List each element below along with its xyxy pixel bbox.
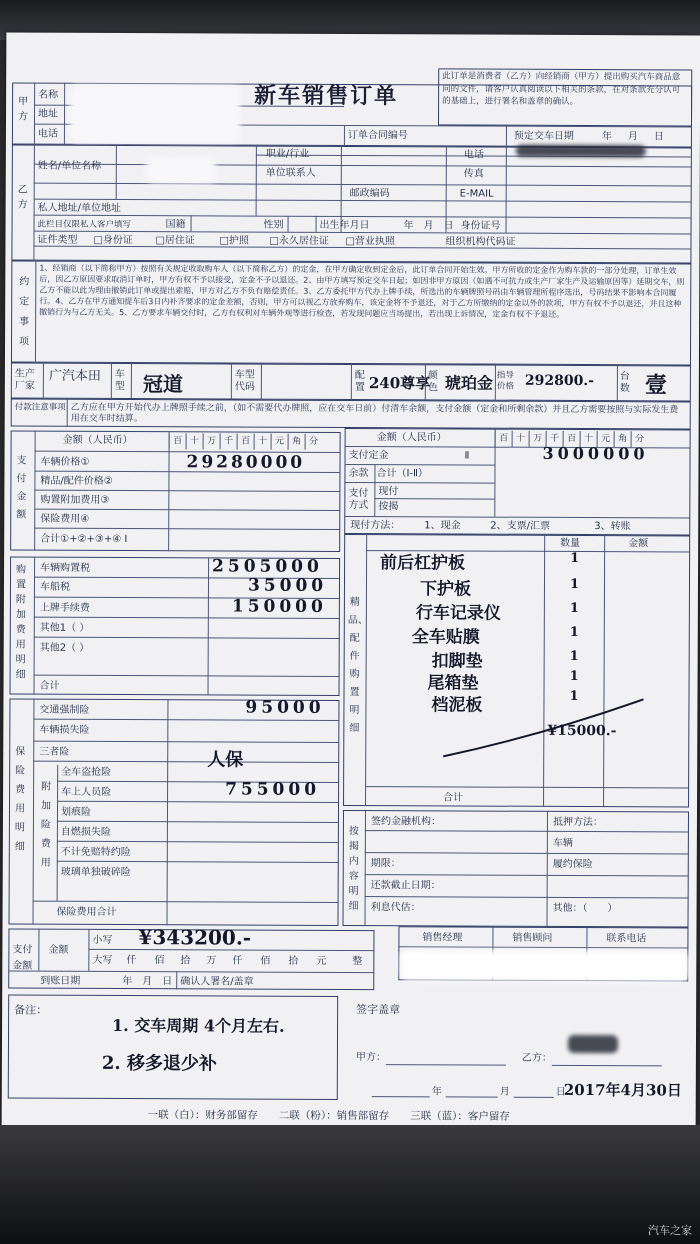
method-3: 3、转账 — [594, 521, 631, 533]
qty-label: 台数 — [619, 371, 630, 395]
method-label: 现付方法： — [350, 519, 401, 532]
ins-row: 三者险 — [39, 746, 70, 758]
ins-row: 玻璃单独破碎险 — [60, 866, 131, 879]
accessory-qty: 1 — [569, 576, 580, 592]
maker-label: 生产厂家 — [14, 368, 35, 392]
party-b-phone-label: 电话 — [463, 149, 484, 161]
guide-price-label: 指导价格 — [496, 370, 514, 392]
purchase-tax-label: 车辆购置税 — [40, 562, 91, 574]
accessory-qty: 1 — [569, 624, 579, 640]
accessory-qty: 1 — [570, 550, 580, 566]
pledge-vehicle-label: 车辆 — [552, 837, 573, 849]
color-label: 颜色 — [427, 370, 438, 394]
pay-digit-header: 百 十 万 千 百 十 元 角 分 — [169, 433, 322, 450]
pay-amount-label: 支付金额 — [16, 455, 27, 521]
signer-sales-advisor: 销售顾问 — [512, 932, 553, 944]
private-only-label: 此栏目仅限私人客户填写 — [37, 219, 132, 231]
config-value: 240尊享 — [368, 374, 431, 393]
term-label: 期限： — [370, 858, 401, 870]
maker-value: 广汽本田 — [48, 368, 101, 384]
qty-value: 壹 — [644, 372, 667, 399]
ins-row: 划痕险 — [60, 806, 92, 818]
balance-label: 余款 — [348, 467, 369, 480]
ins-row: 不计免赔特约险 — [60, 846, 131, 859]
accessory-qty: 1 — [569, 600, 579, 616]
signature-date: 2017年4月30日 — [563, 1080, 682, 1100]
purchase-tax-value: 2505000 — [212, 556, 323, 577]
plate-fee-label: 上牌手续费 — [39, 602, 90, 614]
gender-label: 性别 — [263, 219, 284, 231]
accessories-block — [343, 534, 690, 808]
accessory-item: 尾箱垫 — [427, 673, 479, 694]
doc-type-label: 证件类型 — [37, 234, 78, 246]
signer-sales-manager: 销售经理 — [422, 932, 463, 944]
signature-label: 签字盖章 — [356, 1003, 401, 1017]
birth-label: 出生年月日 — [319, 219, 370, 232]
header-notice: 此订单是消费者（乙方）向经销商（甲方）提出购买汽车商品意向的文件，请客户认真阅读以下相关的条款，在对条款充分认可的基础上，进行署名和盖章的确认。 — [442, 71, 681, 107]
remarks-line-2: 2. 移多退少补 — [101, 1052, 217, 1075]
doc-type-1[interactable]: □身份证 — [93, 234, 133, 247]
remarks-line-1: 1. 交车周期 4个月左右. — [112, 1015, 285, 1036]
accessory-item: 前后杠护板 — [380, 553, 466, 574]
model-code-label: 车型代码 — [234, 369, 255, 393]
model-value: 冠道 — [142, 372, 183, 397]
doc-type-2[interactable]: □居住证 — [155, 235, 195, 247]
strike-through-line — [433, 694, 653, 765]
ins-row: 自燃损失险 — [60, 826, 111, 838]
pay-method-label: 支付方式 — [348, 487, 369, 512]
purchase-fees-label: 购置附加费用明细 — [15, 564, 27, 681]
ins-row: 车上人员险 — [61, 786, 112, 798]
mortgage-label: 按揭内容明细 — [348, 825, 359, 913]
order-form: 甲方 名称 地址 电话 新车销售订单 此订单是消费者（乙方）向经销商（甲方）提出购买汽车商品意向的文件，请客户认真阅读以下相关的条款，在对条款充分认可的基础上，进行署名和盖章的确认。 订单合同编号 预定交车日期 年 月 日 乙方 姓名/单位名称 职业/行业 单位联系人 电话 传真 邮政编码 E-MAIL 私人地址/单位地址 此栏目仅限私人客户填写 国籍 性别 出生年月日 年 月 日 身份证号 证件类型 □身份证 □居住证 □护照 □永久居住证 □营业执照 组织机构代码证 约定事项 1、经销商（以下简称甲方）按照有关规定收取购车人（以下简称乙方）的定金，在甲方确定收到定金后，此订单合同开始生效。甲方所收的定金作为购车款的一部分处理，订单生效后，因乙方原因要求取消订单时，甲方有权不予以接受，定金不予以退还。2、由甲方填写预定交车日起；如因非甲方原因（如遇不可抗力或生产厂家生产及运输原因等）延期交车，则乙方不能以此为理由撤销此订单或提出索赔，甲方对乙方不负有赔偿责任。3、乙方委托甲方代办上牌手续，所选出的车辆牌照号码由车辆管理所程序选出，号码结果不影响本合同履行。4、乙方在甲方通知提车后3日内补齐要求的定金差额，否则，甲方可以视乙方放弃购车，该定金将不予退还，对于乙方所缴纳的定金以外的款项，甲方有权不予以退还，并且这种撤销行为与乙方无关。5、乙方要求车辆交付时，乙方有权利对车辆外观等进行检查，若发现问题应当场提出，若出现上诉情况，定金有权不予退还。 生产厂家 广汽本田 车型 冠道 车型代码 配置 240尊享 颜色 琥珀金 指导价格 292800.- 台数 壹 付款注意事项 乙方应在甲方开始代办上牌照手续之前，（如不需要代办牌照，应在交车日前）付清车余额，支付金额（定金和所剩余款）并且乙方需要按照与实际发生费用在交车时结算。 支付金额 金额（人民币） 百 十 万 千 百 十 元 角 分 车辆价格① 29280000 精品/配件价格② 购置附加费用③ 保险费用④ 合计①+②+③+④ I 金额（人民币） 百 十 万 千 百 十 元 角 分 支付定金 Ⅱ 3000000 余款 合计（I-Ⅱ） 支付方式 现付 按揭 现付方法： 1、现金 2、支票/汇票 3、转账 购置附加费用明细 车辆购置税 2505000 车船税 35000 上牌手续费 150000 其他1（ ） 其他2（ ） 合计 精品、配件购置明细 数量 金额 前后杠护板 1 下护板 1 行车记录仪 1 全车贴膜 1 扣脚垫 1 尾箱垫 1 档泥板 1 ¥15000.- 合计 保险费用明细 附加险费用 交通强制险 95000 车辆损失险 三者险 全车盗抢险 人保 车上人员险 755000 划痕险 自燃损失险 不计免赔特约险 玻璃单独破碎险 保险费用合计 按揭内容明细 签约金融机构： 抵押方法： 车辆 期限： 履约保险 还款截止日期： 利息代估： 其他：（ ） 支付金额 金额 小写 ¥343200.- 大写 仟 佰 拾 万 仟 佰 拾 元 整 到账日期 年 月 日 确认人署名/盖章 销售经理 销售顾问 联系电话 备注： 1. 交车周期 4个月左右. 2. 移多退少补 签字盖章 甲方： 乙方： 年 月 日 2017年4月30日 一联（白）：财务部留存 二联（粉）：销售部留存 三联（蓝）：客户留存 — [2, 32, 700, 1129]
insurance-label: 保险费用明细 — [14, 746, 26, 853]
guide-price-value: 292800.- — [524, 372, 595, 390]
remarks-label: 备注： — [14, 1003, 48, 1017]
cutoff-label: 还款截止日期： — [370, 880, 441, 892]
arrival-label: 到账日期 — [40, 975, 81, 987]
doc-type-4[interactable]: □永久居住证 — [269, 235, 329, 247]
copies-note: 一联（白）：财务部留存 二联（粉）：销售部留存 三联（蓝）：客户留存 — [147, 1109, 510, 1123]
private-addr-label: 私人地址/单位地址 — [37, 202, 122, 214]
ins-row: 全车盗抢险 — [61, 766, 112, 778]
other1-label: 其他1（ ） — [39, 622, 90, 634]
terms-label: 约定事项 — [19, 276, 30, 348]
accessory-qty: 1 — [569, 688, 579, 704]
config-label: 配置 — [354, 370, 365, 394]
payment-notice-label: 付款注意事项 — [14, 402, 66, 413]
unit-contact-label: 单位联系人 — [265, 167, 316, 179]
method-1: 1、现金 — [424, 520, 461, 532]
pay-total-label: 合计①+②+③+④ I — [40, 533, 128, 546]
other-label: 其他：（ ） — [552, 902, 618, 915]
id-label: 身份证号 — [460, 220, 501, 232]
accessory-item: 扣脚垫 — [431, 651, 483, 672]
purchase-fee-label: 购置附加费用③ — [40, 494, 110, 506]
vehicle-price-value: 29280000 — [186, 452, 306, 473]
terms-text: 1、经销商（以下简称甲方）按照有关规定收取购车人（以下简称乙方）的定金，在甲方确定收到定金后，此订单合同开始生效。甲方所收的定金作为购车款的一部分处理，订单生效后，因乙方原因要求取消订单时，甲方有权不予以接受，定金不予以退还。2、由甲方填写预定交车日起；如因非甲方原因（如遇不可抗力或生产厂家生产及运输原因等）延期交车，则乙方不能以此为理由撤销此订单或提出索赔，甲方对乙方不负有赔偿责任。3、乙方委托甲方代办上牌手续，所选出的车辆牌照号码由车辆管理所程序选出，号码结果不影响本合同履行。4、乙方在甲方通知提车后3日内补齐要求的定金差额，否则，甲方可以视乙方放弃购车，该定金将不予退还，对于乙方所缴纳的定金以外的款项，甲方有权不予以退还，并且这种撤销行为与乙方无关。5、乙方要求车辆交付时，乙方有权利对车辆外观等进行检查，若发现问题应当场提出，若出现上诉情况，定金有权不予退还。 — [39, 263, 685, 319]
vessel-tax-value: 35000 — [247, 575, 328, 596]
accessories-qty-header: 数量 — [560, 537, 581, 549]
pay-amount-header: 金额（人民币） — [62, 434, 133, 447]
redacted-party-a — [70, 85, 240, 144]
balance-total-label: 合计（I-Ⅱ） — [376, 468, 428, 480]
plate-fee-value: 150000 — [231, 596, 327, 617]
total-label: 支付金额 — [12, 944, 33, 972]
form-title: 新车销售订单 — [254, 83, 399, 110]
party-a-name-label: 名称 — [38, 89, 59, 101]
payment-notice-text: 乙方应在甲方开始代办上牌照手续之前，（如不需要代办牌照，应在交车日前）付清车余额，支付金额（定金和所剩余款）并且乙方需要按照与实际发生费用在交车时结算。 — [70, 402, 679, 425]
doc-type-3[interactable]: □护照 — [219, 235, 249, 247]
party-a-phone-label: 电话 — [37, 128, 58, 140]
accessory-item: 行车记录仪 — [415, 603, 501, 624]
signer-contact-phone: 联系电话 — [606, 933, 647, 945]
email-label: E-MAIL — [459, 188, 494, 200]
method-2: 2、支票/汇票 — [490, 520, 550, 532]
accessory-qty: 1 — [569, 668, 579, 684]
accessories-amount-note: ¥15000.- — [547, 722, 617, 740]
redacted-signers — [400, 950, 688, 981]
doc-type-5[interactable]: □营业执照 — [345, 235, 395, 248]
insurance-note: 人保 — [207, 749, 244, 771]
bond-label: 履约保险 — [552, 858, 593, 871]
accessories-total-label: 合计 — [443, 792, 464, 804]
ins-row: 车辆损失险 — [39, 724, 90, 736]
deposit-roman: Ⅱ — [464, 450, 470, 462]
remarks-block — [8, 995, 338, 1100]
deposit-digit-header: 百 十 万 千 百 十 元 角 分 — [495, 431, 648, 448]
total-amount-label: 金额 — [48, 944, 69, 956]
interest-label: 利息代估： — [370, 902, 421, 914]
pledge-label: 抵押方法： — [552, 816, 603, 829]
redacted-party-b — [146, 157, 216, 183]
job-label: 职业/行业 — [265, 148, 310, 160]
ins-total-label: 保险费用合计 — [56, 906, 117, 918]
fax-label: 传真 — [463, 168, 484, 180]
ins-row: 交通强制险 — [39, 704, 90, 716]
party-a-address-label: 地址 — [38, 108, 59, 120]
purchase-fees-total-label: 合计 — [39, 680, 60, 692]
sign-party-b: 乙方： — [521, 1052, 552, 1064]
party-b-label: 乙方 — [17, 184, 28, 211]
photo-bottom-edge — [0, 1125, 700, 1244]
nationality-label: 国籍 — [165, 219, 186, 231]
accessory-item: 下护板 — [419, 579, 472, 600]
vessel-tax-label: 车船税 — [39, 581, 70, 593]
cash-label: 现付 — [378, 486, 399, 498]
deposit-label: 支付定金 — [348, 449, 389, 462]
party-b-name-label: 姓名/单位名称 — [37, 160, 102, 172]
mortgage-pay-label: 按揭 — [378, 501, 399, 513]
watermark: 汽车之家 — [648, 1224, 692, 1237]
other2-label: 其他2（ ） — [39, 642, 90, 654]
party-a-label: 甲方 — [17, 96, 29, 123]
small-label: 小写 — [92, 934, 113, 946]
big-label: 大写 — [92, 954, 113, 966]
total-small-value: ¥343200.- — [138, 925, 252, 950]
accessories-amount-header: 金额 — [628, 538, 649, 550]
insurance-fee-label: 保险费用④ — [40, 513, 90, 525]
redacted-phone-b — [516, 145, 646, 158]
color-value: 琥珀金 — [444, 373, 493, 393]
zip-label: 邮政编码 — [349, 187, 390, 200]
crx-value: 755000 — [225, 779, 321, 800]
deposit-value: 3000000 — [542, 443, 649, 464]
accessory-qty: 1 — [569, 648, 579, 664]
insurance-extra-label: 附加险费用 — [40, 781, 52, 869]
deposit-header: 金额（人民币） — [376, 432, 447, 444]
accessory-price-label: 精品/配件价格② — [40, 475, 113, 487]
redacted-signature — [568, 1035, 618, 1053]
contract-no-label: 订单合同编号 — [347, 129, 408, 142]
sign-party-a: 甲方： — [355, 1052, 386, 1064]
accessory-item: 全车贴膜 — [411, 627, 480, 648]
finance-label: 签约金融机构： — [370, 816, 441, 828]
accessory-item: 档泥板 — [431, 695, 483, 716]
model-label: 车型 — [114, 368, 125, 393]
delivery-date-label: 预定交车日期 — [513, 130, 574, 142]
accessories-label: 精品、配件购置明细 — [347, 596, 368, 735]
confirm-label: 确认人署名/盖章 — [180, 976, 254, 988]
org-code-label: 组织机构代码证 — [445, 236, 516, 248]
vehicle-price-label: 车辆价格① — [40, 456, 90, 468]
jqx-value: 95000 — [245, 697, 325, 718]
